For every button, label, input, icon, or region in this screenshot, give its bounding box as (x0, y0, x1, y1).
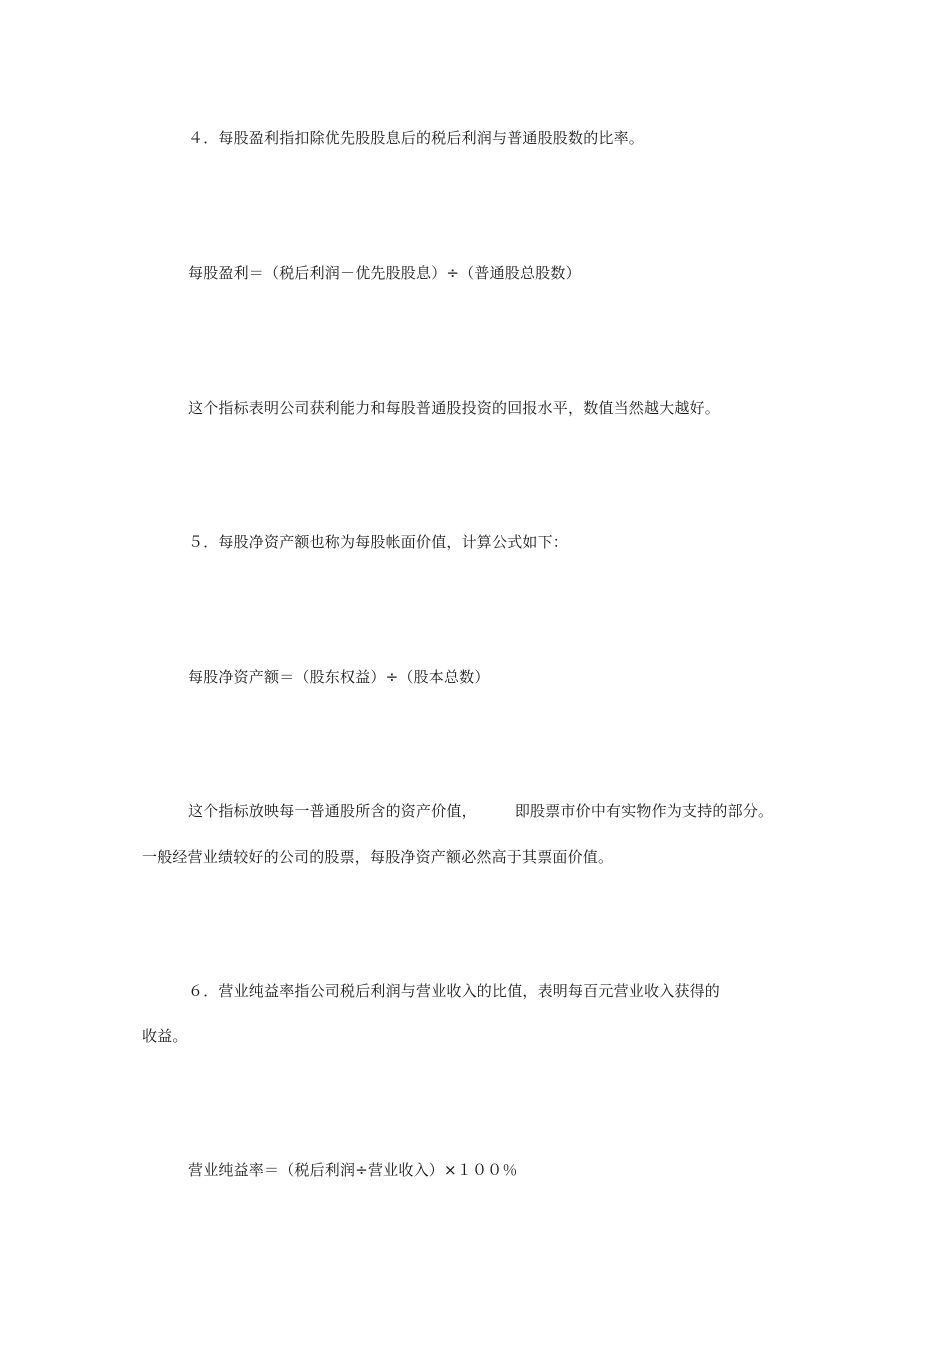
item4-heading: ４．每股盈利指扣除优先股股息后的税后利润与普通股股数的比率。 (188, 129, 645, 147)
item5-note-part1: 这个指标放映每一普通股所含的资产价值， (188, 802, 477, 820)
item5-note-part2: 即股票市价中有实物作为支持的部分。 (514, 802, 774, 820)
item5-note-line2: 一般经营业绩较好的公司的股票，每股净资产额必然高于其票面价值。 (142, 848, 614, 866)
item4-note: 这个指标表明公司获利能力和每股普通股投资的回报水平，数值当然越大越好。 (188, 399, 721, 417)
item5-formula: 每股净资产额＝（股东权益）÷（股本总数） (188, 668, 490, 686)
item5-heading: ５．每股净资产额也称为每股帐面价值，计算公式如下： (188, 533, 569, 551)
item5-note (188, 801, 773, 821)
item4-formula: 每股盈利＝（税后利润－优先股股息）÷（普通股总股数） (188, 264, 581, 282)
item6-formula: 营业纯益率＝（税后利润÷营业收入）×１００％ (188, 1161, 518, 1179)
item6-heading-continuation: 收益。 (142, 1027, 188, 1045)
item6-heading: ６．营业纯益率指公司税后利润与营业收入的比值，表明每百元营业收入获得的 (188, 982, 721, 1000)
